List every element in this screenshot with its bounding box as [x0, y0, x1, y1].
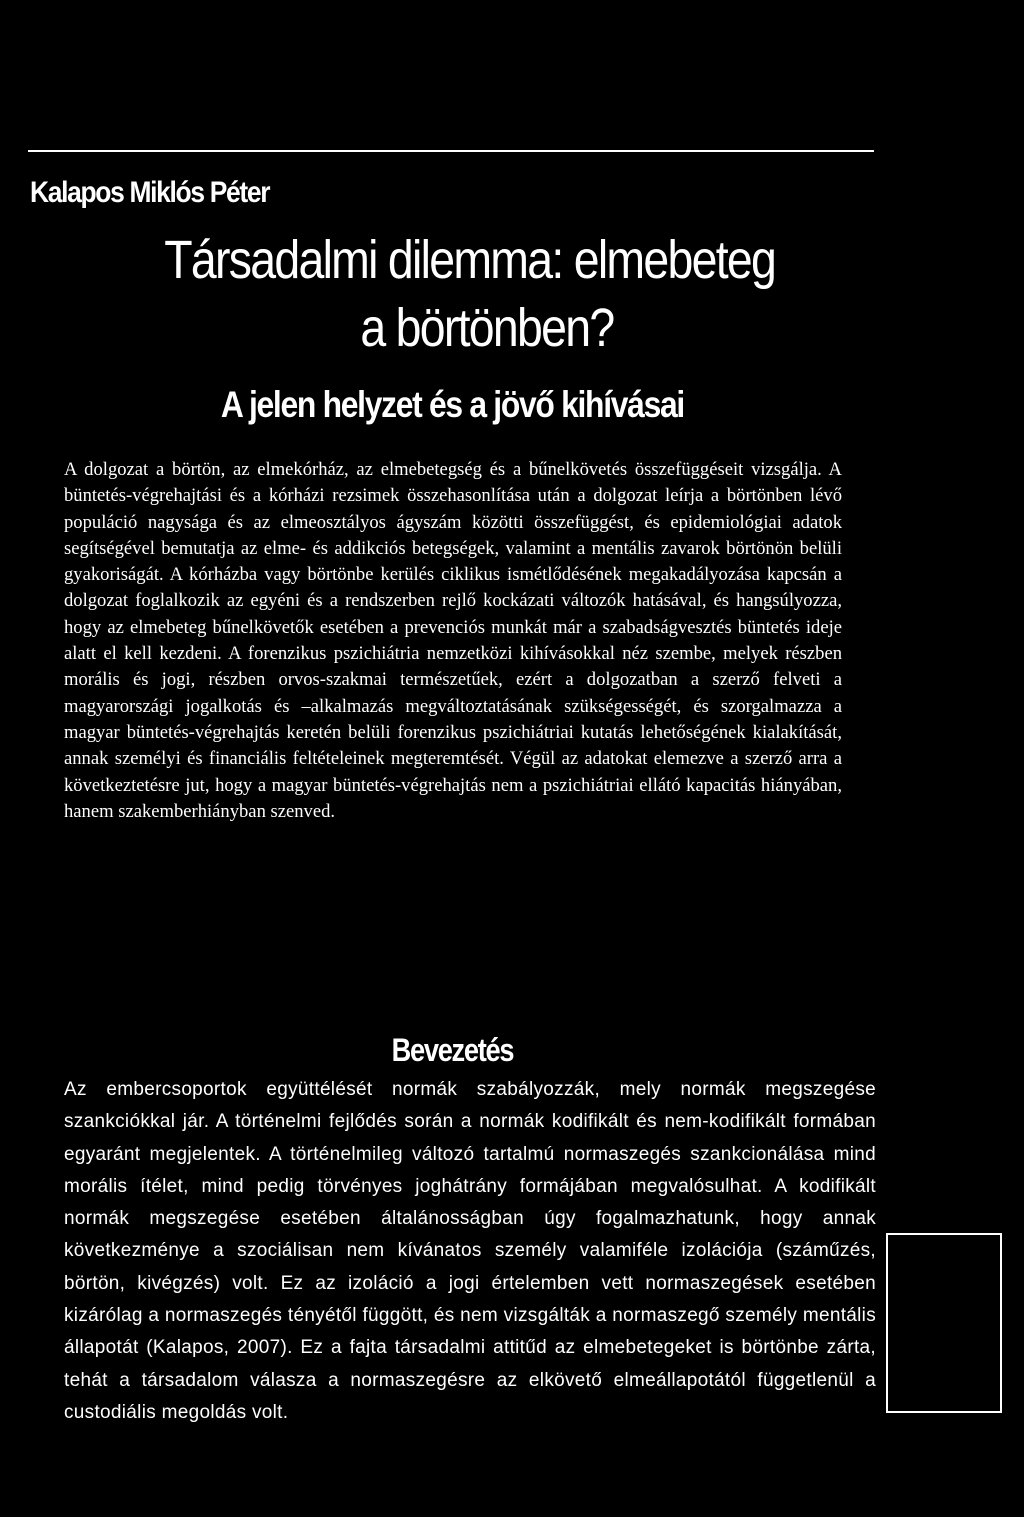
title-line-1: Társadalmi dilemma: elmebeteg — [164, 230, 776, 290]
abstract-paragraph: A dolgozat a börtön, az elmekórház, az elmebetegség és a bűnelkövetés összefüggéseit vizsgálja. A büntetés-végrehajtási és a kórházi rezsimek összehasonlítása után a dolgozat leírja a börtönben lévő populáció nagysága és az elmeosztályos ágyszám közötti összefüggést, és epidemiológiai adatok segítségével bemutatja az elme- és addikciós betegségek, valamint a mentális zavarok börtönön belüli gyakoriságát. A kórházba vagy börtönbe kerülés ciklikus ismétlődésének megakadályozása kapcsán a dolgozat foglalkozik az egyéni és a rendszerben rejlő kockázati változók hatásával, és hangsúlyozza, hogy az elmebeteg bűnelkövetők esetében a prevenciós munkát már a szabadságvesztés büntetés ideje alatt el kell kezdeni. A forenzikus pszichiátria nemzetközi kihívásokkal néz szembe, melyek részben morális és jogi, részben orvos-szakmai természetűek, ezért a dolgozatban a szerző felveti a magyarországi jogalkotás és –alkalmazás megváltoztatásának szükségességét, és szorgalmazza a magyar büntetés-végrehajtás keretén belüli forenzikus pszichiátriai kutatás lehetőségének kialakítását, annak személyi és financiális feltételeinek megteremtését. Végül az adatokat elemezve a szerző arra a következtetésre jut, hogy a magyar büntetés-végrehajtás nem a pszichiátriai ellátó kapacitás hiányában, hanem szakemberhiányban szenved. — [64, 459, 842, 822]
top-divider — [28, 150, 874, 152]
introduction-paragraph: Az embercsoportok együttélését normák szabályozzák, mely normák megszegése szankciókkal jár. A történelmi fejlődés során a normák kodifikált és nem-kodifikált formában egyaránt megjelentek. A történelmileg változó tartalmú normaszegés szankcionálása mind morális ítélet, mind pedig törvényes joghátrány formájában megvalósulhat. A kodifikált normák megszegése esetében általánosságban úgy fogalmazhatunk, hogy annak következménye a szociálisan nem kívánatos személy valamiféle izolációja (száműzés, börtön, kivégzés) volt. Ez az izoláció a jogi értelemben vett normaszegések esetében kizárólag a normaszegés tényétől függött, és nem vizsgálták a normaszegő személy mentális állapotát (Kalapos, 2007). Ez a fajta társadalmi attitűd az elmebetegeket is börtönbe zárta, tehát a társadalom válasza a normaszegésre az elkövető elmeállapotától függetlenül a custodiális megoldás volt. — [64, 1079, 876, 1423]
article-subtitle: A jelen helyzet és a jövő kihívásai — [220, 384, 684, 425]
article-title — [0, 226, 905, 362]
margin-box — [886, 1233, 1002, 1413]
author-name: Kalapos Miklós Péter — [30, 176, 270, 209]
title-line-2: a börtönben? — [360, 298, 614, 358]
section-heading: Bevezetés — [391, 1032, 514, 1068]
